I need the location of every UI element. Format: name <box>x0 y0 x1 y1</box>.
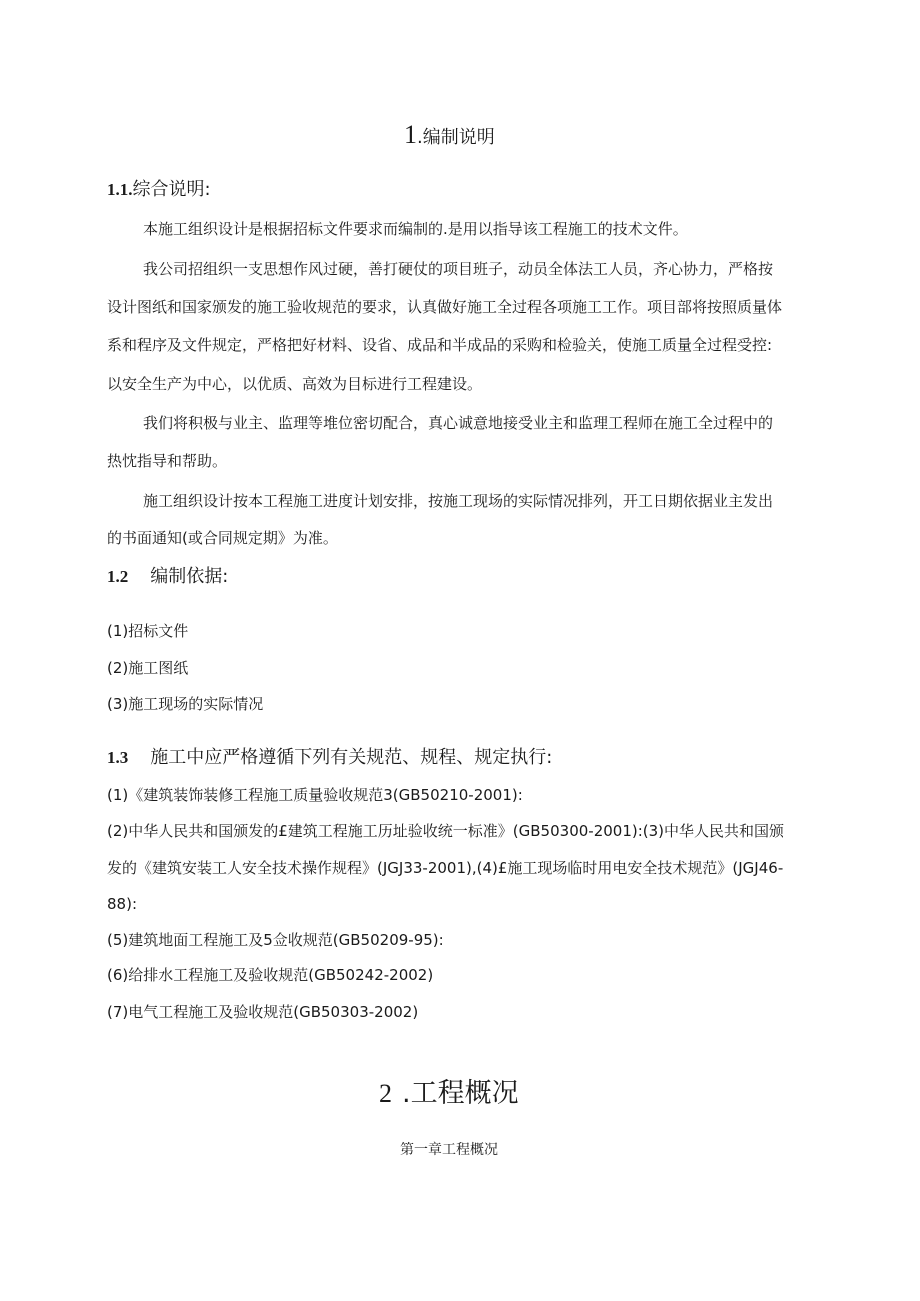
paragraph-line: 我公司招组织一支思想作风过硬，善打硬仗的项目班子，动员全体法工人员，齐心协力，严格按 <box>143 260 774 278</box>
section-1-number: 1 <box>404 120 417 149</box>
paragraph-line: 的书面通知(或合同规定期》为准。 <box>107 529 338 547</box>
chapter-subtitle: 第一章工程概况 <box>400 1142 498 1158</box>
subsection-1-1-title: 综合说明: <box>132 179 211 200</box>
section-1-heading <box>404 122 495 148</box>
regulation-line: 发的《建筑安装工人安全技术操作规程》(JGJ33-2001),(4)£施工现场临时用电安全技术规范》(JGJ46- <box>107 859 784 877</box>
list-item: (3)施工现场的实际情况 <box>107 695 264 713</box>
regulation-line: (2)中华人民共和国颁发的£建筑工程施工历址验收统一标准》(GB50300-2001):(3)中华人民共和国颁 <box>107 822 785 840</box>
section-2-title: .工程概况 <box>402 1078 519 1109</box>
list-item: (1)招标文件 <box>107 622 189 640</box>
subsection-1-2-heading <box>107 568 228 586</box>
subsection-1-1-number: 1.1. <box>107 180 133 199</box>
paragraph-line: 我们将积极与业主、监理等堆位密切配合，真心诚意地接受业主和监理工程师在施工全过程中的 <box>143 414 774 432</box>
paragraph-line: 设计图纸和国家颁发的施工验收规范的要求，认真做好施工全过程各项施工工作。项目部将按照质量体 <box>107 298 783 316</box>
regulation-line: 88): <box>107 895 137 913</box>
subsection-1-2-title: 编制依据: <box>150 566 229 587</box>
paragraph-line: 施工组织设计按本工程施工进度计划安排，按施工现场的实际情况排列，开工日期依据业主发出 <box>143 492 774 510</box>
regulation-line: (1)《建筑装饰装修工程施工质量验收规范3(GB50210-2001): <box>107 786 523 804</box>
subsection-1-3-title: 施工中应严格遵循下列有关规范、规程、规定执行: <box>150 747 553 768</box>
subsection-1-1-heading <box>107 181 211 199</box>
paragraph-line: 热忱指导和帮助。 <box>107 452 228 470</box>
section-2-heading <box>379 1080 519 1107</box>
subsection-1-3-heading <box>107 749 552 767</box>
regulation-line: (5)建筑地面工程施工及5佥收规范(GB50209-95): <box>107 931 444 949</box>
subsection-1-3-number: 1.3 <box>107 748 129 767</box>
paragraph-line: 本施工组织设计是根据招标文件要求而编制的.是用以指导该工程施工的技术文件。 <box>143 220 688 238</box>
section-2-number: 2 <box>379 1079 392 1108</box>
subsection-1-2-number: 1.2 <box>107 567 129 586</box>
list-item: (2)施工图纸 <box>107 659 189 677</box>
regulation-line: (7)电气工程施工及验收规范(GB50303-2002) <box>107 1003 419 1021</box>
section-1-title: .编制说明 <box>417 127 495 148</box>
paragraph-line: 系和程序及文件规定，严格把好材料、设省、成品和半成品的采购和检验关，使施工质量全过程受控: <box>107 336 773 354</box>
paragraph-line: 以安全生产为中心，以优质、高效为目标进行工程建设。 <box>107 375 483 393</box>
regulation-line: (6)给排水工程施工及验收规范(GB50242-2002) <box>107 966 434 984</box>
